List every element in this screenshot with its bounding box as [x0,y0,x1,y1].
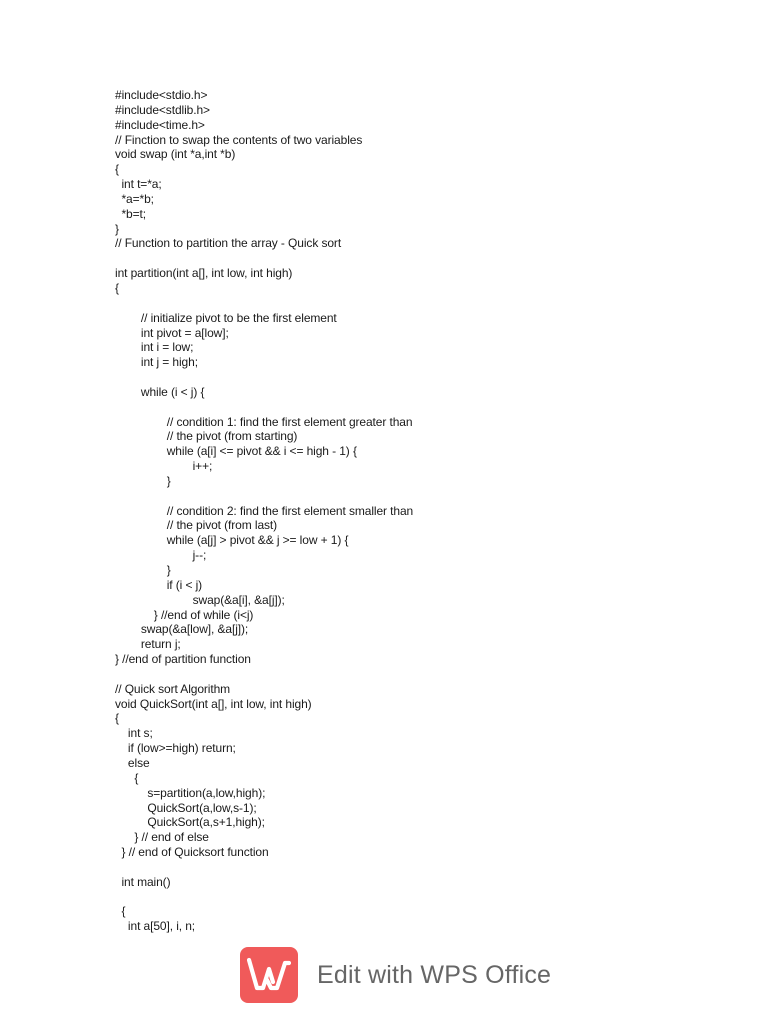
code-line: // Finction to swap the contents of two variables [115,132,363,147]
code-line: void swap (int *a,int *b) [115,147,236,162]
code-line: #include<time.h> [115,117,205,132]
code-line: { [115,904,126,919]
code-line [115,400,675,415]
code-line: void QuickSort(int a[], int low, int high) [115,696,312,711]
code-line: int t=*a; [115,177,162,192]
code-line: { [115,711,119,726]
code-line: if (i < j) [115,577,203,592]
wps-w-icon [240,947,298,1003]
code-line: while (i < j) { [115,384,205,399]
code-line: } //end of while (i<j) [115,607,254,622]
code-listing [115,88,675,934]
code-line: { [115,280,119,295]
code-line: i++; [115,459,213,474]
code-line: int j = high; [115,355,198,370]
code-line: } [115,473,171,488]
code-line: } [115,563,171,577]
code-line [115,489,675,504]
code-line: return j; [115,637,181,652]
code-line [115,370,675,385]
code-line [115,890,675,905]
code-line: j--; [115,548,207,563]
code-line: while (a[j] > pivot && j >= low + 1) { [115,533,349,548]
code-line: // the pivot (from starting) [115,429,298,444]
code-line [115,296,675,311]
code-line: } // end of Quicksort function [115,845,269,860]
code-line: } // end of else [115,830,209,845]
code-line: *a=*b; [115,191,154,206]
edit-with-wps-office-button[interactable] [240,947,551,1003]
code-line [115,860,675,875]
code-line: // Quick sort Algorithm [115,681,231,696]
code-line: #include<stdlib.h> [115,102,210,117]
code-line: QuickSort(a,s+1,high); [115,815,265,830]
code-line: } //end of partition function [115,652,251,667]
code-line: // condition 2: find the first element smaller than [115,503,414,518]
code-line: } [115,221,119,236]
code-line [115,251,675,266]
code-line: while (a[i] <= pivot && i <= high - 1) { [115,444,357,459]
code-line [115,667,675,682]
edit-with-wps-label: Edit with WPS Office [317,960,552,989]
code-line: #include<stdio.h> [115,88,208,102]
code-line: else [115,755,150,770]
code-line: int a[50], i, n; [115,919,196,934]
code-line: { [115,162,119,177]
code-line: // Function to partition the array - Quick sort [115,236,342,251]
code-line: int main() [115,874,171,889]
code-line: s=partition(a,low,high); [115,785,266,800]
code-line: if (low>=high) return; [115,741,236,756]
code-line: swap(&a[i], &a[j]); [115,592,285,607]
code-line: // the pivot (from last) [115,518,278,533]
code-line: int s; [115,726,153,741]
code-line: // condition 1: find the first element greater than [115,414,413,429]
code-line: int partition(int a[], int low, int high) [115,266,293,281]
code-line: QuickSort(a,low,s-1); [115,800,257,815]
code-line: int pivot = a[low]; [115,325,229,340]
code-line: *b=t; [115,206,146,221]
code-line: swap(&a[low], &a[j]); [115,622,249,637]
code-line: int i = low; [115,340,194,355]
code-line: // initialize pivot to be the first element [115,310,337,325]
code-line: { [115,770,139,785]
